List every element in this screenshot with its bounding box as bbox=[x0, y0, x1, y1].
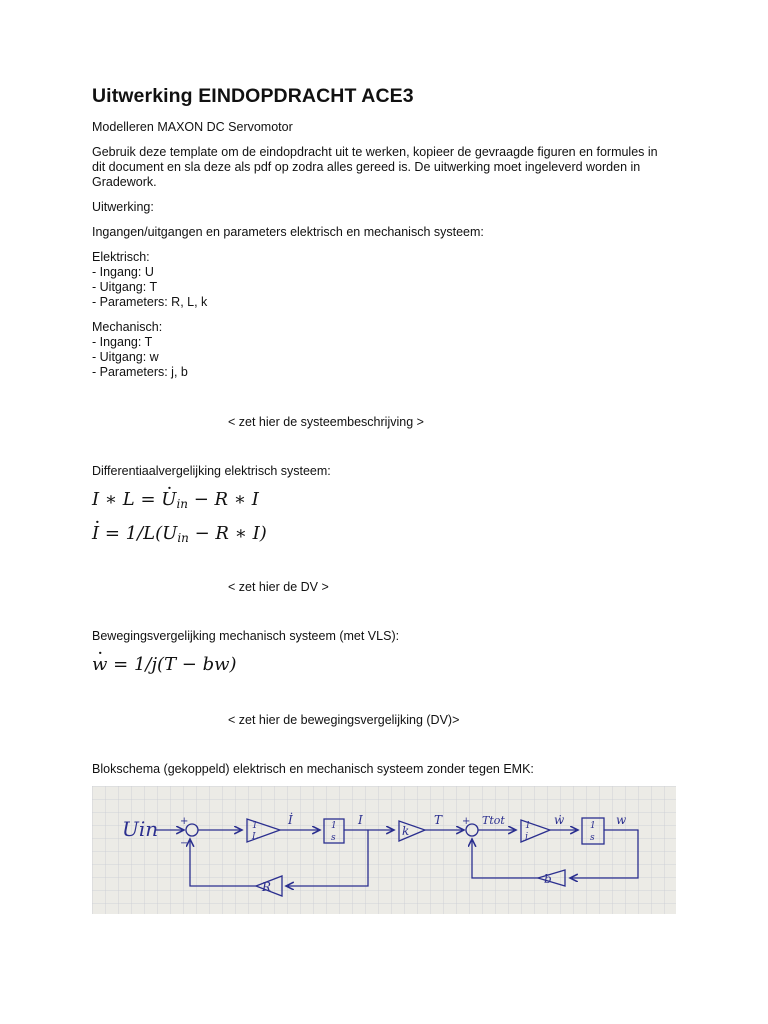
elektrisch-heading: Elektrisch: bbox=[92, 250, 150, 264]
intro-line-3: Gradework. bbox=[92, 175, 157, 189]
io-heading: Ingangen/uitgangen en parameters elektrisch en mechanisch systeem: bbox=[92, 225, 484, 239]
equation-1-u: U · bbox=[161, 489, 176, 510]
placeholder-dv: < zet hier de DV > bbox=[228, 580, 329, 594]
mechanisch-item: - Uitgang: w bbox=[92, 350, 159, 364]
equation-2-lhs: I · bbox=[92, 523, 99, 544]
intro-line-2: dit document en sla deze als pdf op zodra alles gereed is. De uitwerking moet ingeleverd worden in bbox=[92, 160, 641, 174]
mechanisch-item: - Ingang: T bbox=[92, 335, 153, 349]
equation-3-rest: = 1/j(T − bw) bbox=[107, 654, 237, 675]
equation-3-lhs: w · bbox=[92, 654, 107, 675]
label-1L-den: L bbox=[252, 832, 258, 842]
label-I: I bbox=[358, 813, 363, 827]
label-1s2-num: 1 bbox=[590, 821, 596, 831]
block-diagram-sketch bbox=[92, 786, 676, 914]
uitwerking-label: Uitwerking: bbox=[92, 200, 154, 214]
block-heading: Blokschema (gekoppeld) elektrisch en mechanisch systeem zonder tegen EMK: bbox=[92, 762, 534, 776]
label-Ttot: Ttot bbox=[482, 814, 505, 827]
placeholder-system: < zet hier de systeembeschrijving > bbox=[228, 415, 424, 429]
equation-2 bbox=[92, 523, 267, 545]
equation-1 bbox=[92, 489, 259, 511]
label-plus-2: + bbox=[462, 816, 471, 827]
equation-2-tail: − R ∗ I) bbox=[188, 523, 267, 544]
label-k: k bbox=[402, 824, 410, 838]
label-1L-num: 1 bbox=[252, 821, 258, 831]
equation-1-sub: in bbox=[176, 497, 189, 511]
label-1s2-den: s bbox=[590, 833, 595, 843]
block-diagram-photo bbox=[92, 786, 676, 914]
mechanisch-heading: Mechanisch: bbox=[92, 320, 163, 334]
placeholder-motion: < zet hier de bewegingsvergelijking (DV)> bbox=[228, 713, 460, 727]
label-idot: İ bbox=[288, 813, 293, 827]
motion-heading: Bewegingsvergelijking mechanisch systeem (met VLS): bbox=[92, 629, 400, 643]
label-wdot: ẇ bbox=[554, 813, 565, 827]
label-1j-num: 1 bbox=[525, 821, 531, 831]
label-w: w bbox=[616, 813, 627, 827]
document-subtitle: Modelleren MAXON DC Servomotor bbox=[92, 120, 293, 134]
elektrisch-item: - Parameters: R, L, k bbox=[92, 295, 208, 309]
label-R: R bbox=[262, 880, 272, 894]
equation-2-rest: = 1/L(U bbox=[99, 523, 178, 544]
equation-3 bbox=[92, 654, 237, 675]
equation-2-sub: in bbox=[177, 531, 189, 545]
label-T: T bbox=[434, 813, 443, 827]
label-1s-den: s bbox=[331, 833, 336, 843]
label-plus-1: + bbox=[180, 816, 189, 827]
elektrisch-item: - Uitgang: T bbox=[92, 280, 158, 294]
document-title: Uitwerking EINDOPDRACHT ACE3 bbox=[92, 85, 414, 107]
mechanisch-item: - Parameters: j, b bbox=[92, 365, 188, 379]
elektrisch-item: - Ingang: U bbox=[92, 265, 154, 279]
label-b: b bbox=[544, 872, 552, 886]
equation-1-lhs: I ∗ L = bbox=[92, 489, 162, 510]
intro-line-1: Gebruik deze template om de eindopdracht uit te werken, kopieer de gevraagde figuren en formules in bbox=[92, 145, 658, 159]
dv-heading: Differentiaalvergelijking elektrisch systeem: bbox=[92, 464, 331, 478]
label-minus-1: − bbox=[180, 838, 189, 849]
equation-1-rhs: − R ∗ I bbox=[188, 489, 259, 510]
label-input: Uin bbox=[122, 817, 159, 841]
label-1j-den: j bbox=[525, 832, 528, 842]
label-1s-num: 1 bbox=[331, 821, 337, 831]
grid-lines bbox=[92, 786, 676, 914]
